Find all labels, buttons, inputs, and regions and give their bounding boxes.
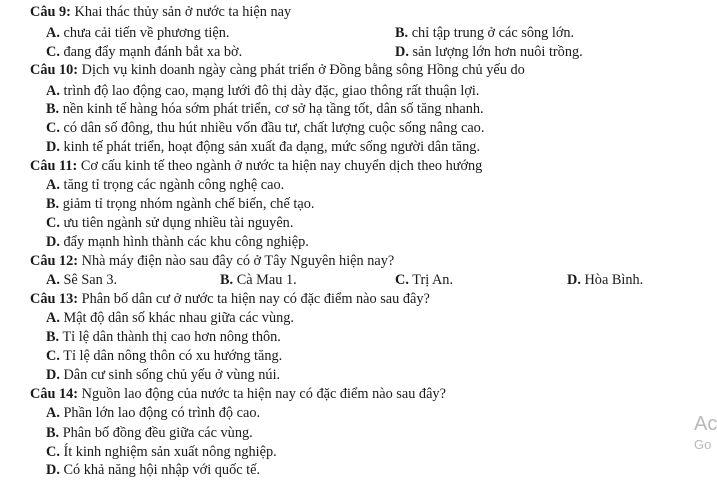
option-a: A. Sê San 3.	[46, 272, 118, 288]
question-text: Dịch vụ kinh doanh ngày càng phát triển ở Đồng bằng sông Hồng chủ yếu do	[81, 62, 525, 78]
option-b: B. Cà Mau 1.	[220, 272, 297, 288]
question-text: Nhà máy điện nào sau đây có ở Tây Nguyên hiện nay?	[81, 253, 395, 269]
option-d: D. Hòa Bình.	[567, 272, 644, 288]
option-b: B. chỉ tập trung ở các sông lớn.	[395, 25, 575, 41]
option-b: B. giảm tỉ trọng nhóm ngành chế biến, chế tạo.	[46, 196, 315, 212]
option-d: D. kinh tế phát triển, hoạt động sản xuất đa dạng, mức sống người dân tăng.	[46, 139, 481, 155]
option-d: D. Dân cư sinh sống chủ yếu ở vùng núi.	[46, 367, 281, 383]
option-c: C. Trị An.	[395, 272, 454, 288]
option-b: B. Tỉ lệ dân thành thị cao hơn nông thôn.	[46, 329, 281, 345]
option-d: D. đẩy mạnh hình thành các khu công nghiệp.	[46, 234, 309, 250]
option-c: C. ưu tiên ngành sử dụng nhiều tài nguyên.	[46, 215, 294, 231]
question-number: Câu 13:	[30, 291, 79, 307]
question-text: Nguồn lao động của nước ta hiện nay có đặc điểm nào sau đây?	[81, 386, 446, 402]
option-c: C. có dân số đông, thu hút nhiều vốn đầu tư, chất lượng cuộc sống nâng cao.	[46, 120, 485, 136]
question-text: Cơ cấu kinh tế theo ngành ở nước ta hiện nay chuyển dịch theo hướng	[80, 158, 483, 174]
option-d: D. sản lượng lớn hơn nuôi trồng.	[395, 44, 583, 60]
activation-watermark-line2: Go	[694, 437, 712, 452]
option-a: A. trình độ lao động cao, mạng lưới đô thị dày đặc, giao thông rất thuận lợi.	[46, 83, 480, 99]
question-number: Câu 11:	[30, 158, 78, 174]
option-a: A. Mật độ dân số khác nhau giữa các vùng.	[46, 310, 294, 326]
option-b: B. Phân bố đồng đều giữa các vùng.	[46, 425, 253, 441]
question-10	[30, 59, 525, 81]
question-9	[30, 1, 291, 23]
option-c: C. Ít kinh nghiệm sản xuất nông nghiệp.	[46, 444, 277, 460]
option-d: D. Có khả năng hội nhập với quốc tế.	[46, 462, 261, 478]
question-number: Câu 10:	[30, 62, 79, 78]
option-c: C. đang đẩy mạnh đánh bắt xa bờ.	[46, 44, 243, 60]
option-a: A. chưa cải tiến về phương tiện.	[46, 25, 230, 41]
question-number: Câu 9:	[30, 4, 71, 20]
option-a: A. tăng tỉ trọng các ngành công nghệ cao.	[46, 177, 285, 193]
question-text: Phân bố dân cư ở nước ta hiện nay có đặc điểm nào sau đây?	[81, 291, 430, 307]
question-number: Câu 14:	[30, 386, 79, 402]
question-number: Câu 12:	[30, 253, 79, 269]
option-b: B. nền kinh tế hàng hóa sớm phát triển, cơ sở hạ tầng tốt, dân số tăng nhanh.	[46, 101, 484, 117]
option-c: C. Tỉ lệ dân nông thôn có xu hướng tăng.	[46, 348, 283, 364]
option-a: A. Phần lớn lao động có trình độ cao.	[46, 405, 261, 421]
activation-watermark-line1: Ac	[694, 413, 717, 435]
question-text: Khai thác thủy sản ở nước ta hiện nay	[74, 4, 292, 20]
